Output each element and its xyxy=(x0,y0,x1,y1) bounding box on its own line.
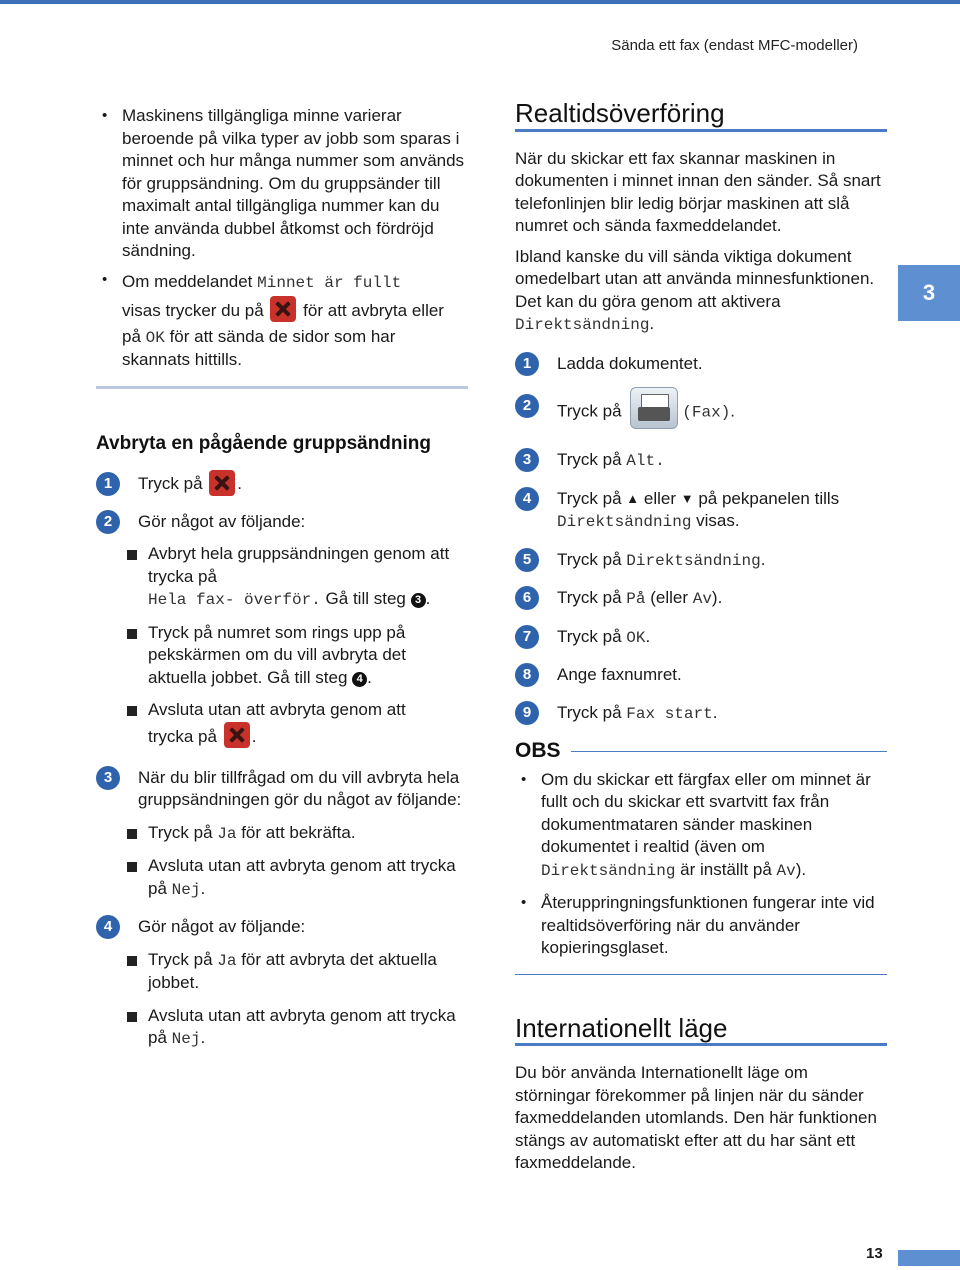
step-ref-icon: 3 xyxy=(411,593,426,608)
note-header xyxy=(515,740,887,763)
step-6: 6 Tryck på På (eller Av). xyxy=(515,587,887,611)
step-3: 3 Tryck på Alt. xyxy=(515,449,887,473)
step-number-icon: 2 xyxy=(515,394,539,418)
chevron-up-icon: ▲ xyxy=(626,490,640,506)
divider xyxy=(96,386,468,389)
step-number-icon: 1 xyxy=(96,472,120,496)
step-number-icon: 2 xyxy=(96,510,120,534)
note-rule xyxy=(571,751,887,752)
option-exit-no: Avsluta utan att avbryta genom att trycka på Nej. xyxy=(124,855,468,901)
step-9: 9 Tryck på Fax start. xyxy=(515,702,887,726)
page-number: 13 xyxy=(866,1245,883,1262)
option-exit: Avsluta utan att avbryta genom att trycka på . xyxy=(124,699,468,752)
top-rule xyxy=(0,0,960,4)
step-number-icon: 9 xyxy=(515,701,539,725)
step-number-icon: 6 xyxy=(515,586,539,610)
section-title-cancel: Avbryta en pågående gruppsändning xyxy=(96,432,432,454)
step-3: 3 När du blir tillfrågad om du vill avbryta hela gruppsändningen gör du något av följande: Tryck på Ja för att bekräfta. Avsluta utan att avbryta genom att trycka på Nej. xyxy=(96,767,468,902)
cancel-x-icon xyxy=(270,296,296,322)
note-bullet-redial: • Återuppringningsfunktionen fungerar inte vid realtidsöverföring när du använder kopieringsglaset. xyxy=(515,892,887,960)
step-ref-icon: 4 xyxy=(352,672,367,687)
step-number-icon: 3 xyxy=(96,766,120,790)
title-underline xyxy=(515,129,887,132)
step-number-icon: 8 xyxy=(515,663,539,687)
code-memory-full: Minnet är fullt xyxy=(257,273,402,292)
running-header: Sända ett fax (endast MFC-modeller) xyxy=(611,37,858,54)
option-cancel-current: Tryck på numret som rings upp på pekskärmen om du vill avbryta det aktuella jobbet. Gå till steg 4 . xyxy=(124,622,468,690)
paragraph-international: Du bör använda Internationellt läge om störningar förekommer på linjen när du sänder faxmeddelanden utomlands. Den här funktionen stängs av automatiskt efter att du har sänt ett faxmeddelande. xyxy=(515,1063,877,1172)
option-exit-no: Avsluta utan att avbryta genom att trycka på Nej. xyxy=(124,1005,468,1051)
step-number-icon: 5 xyxy=(515,548,539,572)
note-bottom-rule xyxy=(515,974,887,975)
bullet-memory-full: • Om meddelandet Minnet är fullt visas trycker du på för att avbryta eller på OK för att sända de sidor som har skannats hittills. xyxy=(96,269,468,372)
note-title: OBS xyxy=(515,739,561,762)
left-column xyxy=(96,105,468,1066)
step-number-icon: 1 xyxy=(515,352,539,376)
fax-icon xyxy=(630,387,678,429)
step-4: 4 Gör något av följande: Tryck på Ja för att avbryta det aktuella jobbet. Avsluta utan att avbryta genom att trycka på Nej. xyxy=(96,916,468,1051)
step-7: 7 Tryck på OK. xyxy=(515,626,887,650)
bullet-memory: • Maskinens tillgängliga minne varierar beroende på vilka typer av jobb som sparas i minnet och hur många nummer som används för gruppsändning. Om du gruppsänder till maximalt antal tillgängliga nummer kan du inte använda dubbel åtkomst och fördröjd sändning. xyxy=(96,105,468,263)
note-bullet-color-fax: • Om du skickar ett färgfax eller om minnet är fullt och du skickar ett svartvitt fax från dokumentmataren sänder maskinen dokumentet i realtid (även om Direktsändning är inställt på Av). xyxy=(515,769,887,883)
step-2: 2 Gör något av följande: Avbryt hela gruppsändningen genom att trycka på Hela fax- överför. Gå till steg 3 . Tryck på numret som rings upp på pekskärmen om du vill avbryta det aktuella jobbet. Gå till steg 4 . Avsluta utan att avbryta genom att trycka på . xyxy=(96,511,468,752)
step-1: 1 Ladda dokumentet. xyxy=(515,353,887,376)
option-cancel-job-yes: Tryck på Ja för att avbryta det aktuella jobbet. xyxy=(124,949,468,995)
step-number-icon: 7 xyxy=(515,625,539,649)
step-2: 2 Tryck på (Fax). xyxy=(515,395,887,429)
step-5: 5 Tryck på Direktsändning. xyxy=(515,549,887,573)
section-title-realtime: Realtidsöverföring xyxy=(515,98,725,128)
cancel-x-icon xyxy=(224,722,250,748)
step-4: 4 Tryck på ▲ eller ▼ på pekpanelen tills Direktsändning visas. xyxy=(515,488,887,534)
step-number-icon: 4 xyxy=(515,487,539,511)
step-number-icon: 3 xyxy=(515,448,539,472)
paragraph-realtime: När du skickar ett fax skannar maskinen in dokumenten i minnet innan den sänder. Så snart telefonlinjen blir ledig börjar maskinen att slå numret och sända faxmeddelandet. xyxy=(515,148,881,235)
cancel-x-icon xyxy=(209,470,235,496)
paragraph-direct: Ibland kanske du vill sända viktiga dokument omedelbart utan att använda minnesfunktionen. Det kan du göra genom att aktivera Direktsändning. xyxy=(515,246,875,334)
step-8: 8 Ange faxnumret. xyxy=(515,664,887,687)
page-number-bar xyxy=(898,1250,960,1266)
step-number-icon: 4 xyxy=(96,915,120,939)
right-column xyxy=(515,98,887,1175)
title-underline xyxy=(515,1043,887,1046)
chapter-tab: 3 xyxy=(898,265,960,321)
code-ok: OK xyxy=(145,328,165,347)
section-title-international: Internationellt läge xyxy=(515,1012,728,1043)
chevron-down-icon: ▼ xyxy=(680,490,694,506)
step-1: 1 Tryck på . xyxy=(96,473,468,496)
option-cancel-all: Avbryt hela gruppsändningen genom att trycka på Hela fax- överför. Gå till steg 3 . xyxy=(124,543,468,612)
option-confirm-yes: Tryck på Ja för att bekräfta. xyxy=(124,822,468,846)
